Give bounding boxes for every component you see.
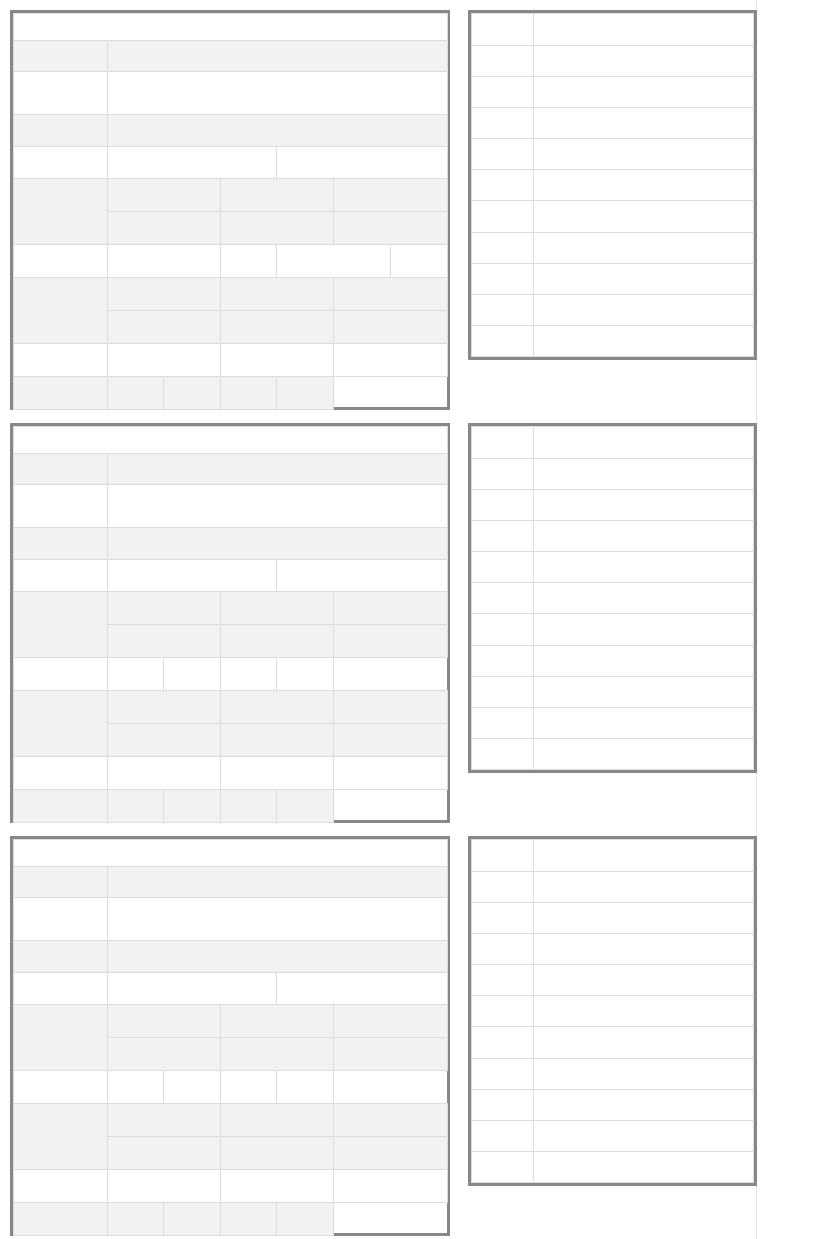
label-giai-tu xyxy=(14,1071,108,1104)
label-giai-nam xyxy=(14,278,108,344)
fifth-prize-value xyxy=(334,278,448,311)
loto-values xyxy=(534,676,754,707)
ky-tu-value xyxy=(108,454,448,485)
third-prize-value xyxy=(334,625,448,658)
fifth-prize-value xyxy=(108,278,221,311)
label-giai-ba xyxy=(14,592,108,658)
fifth-prize-value xyxy=(334,691,448,724)
fifth-prize-value xyxy=(108,1104,221,1137)
seventh-prize-value xyxy=(277,790,334,823)
loto-values xyxy=(534,965,754,996)
loto-head-digit xyxy=(472,1151,534,1182)
loto-head-digit xyxy=(472,903,534,934)
fifth-prize-value xyxy=(108,724,221,757)
label-dac-biet xyxy=(14,72,108,115)
loto-header-dau xyxy=(472,427,534,459)
fifth-prize-value xyxy=(334,1104,448,1137)
loto-values xyxy=(534,170,754,201)
label-ky-tu xyxy=(14,867,108,898)
loto-head-digit xyxy=(472,325,534,356)
loto-table xyxy=(468,10,757,360)
seventh-prize-value xyxy=(108,1203,164,1236)
fifth-prize-value xyxy=(221,1137,334,1170)
fourth-prize-value xyxy=(108,1071,164,1104)
seventh-prize-value xyxy=(277,377,334,410)
loto-head-digit xyxy=(472,996,534,1027)
loto-header-loto xyxy=(534,840,754,872)
third-prize-value xyxy=(334,179,448,212)
label-giai-tu xyxy=(14,245,108,278)
draw-date-header xyxy=(14,427,448,454)
loto-head-digit xyxy=(472,965,534,996)
label-giai-nhat xyxy=(14,528,108,560)
ky-tu-value xyxy=(108,41,448,72)
loto-head-digit xyxy=(472,77,534,108)
fifth-prize-value xyxy=(334,311,448,344)
label-giai-nam xyxy=(14,691,108,757)
sixth-prize-value xyxy=(334,344,448,377)
third-prize-value xyxy=(221,625,334,658)
loto-head-digit xyxy=(472,1089,534,1120)
fourth-prize-value xyxy=(277,658,334,691)
fourth-prize-value xyxy=(221,1071,277,1104)
third-prize-value xyxy=(221,1038,334,1071)
second-prize-value xyxy=(277,560,448,592)
loto-values xyxy=(534,294,754,325)
fourth-prize-value xyxy=(221,245,277,278)
third-prize-value xyxy=(334,592,448,625)
fourth-prize-value xyxy=(108,245,221,278)
day-block xyxy=(0,413,819,826)
label-giai-tu xyxy=(14,658,108,691)
third-prize-value xyxy=(108,212,221,245)
loto-head-digit xyxy=(472,170,534,201)
loto-header-dau xyxy=(472,840,534,872)
loto-values xyxy=(534,614,754,645)
loto-values xyxy=(534,934,754,965)
loto-values xyxy=(534,201,754,232)
fifth-prize-value xyxy=(221,311,334,344)
second-prize-value xyxy=(108,147,277,179)
results-grid xyxy=(13,839,448,1236)
loto-values xyxy=(534,1058,754,1089)
loto-values xyxy=(534,903,754,934)
third-prize-value xyxy=(108,1038,221,1071)
seventh-prize-value xyxy=(164,790,221,823)
fifth-prize-value xyxy=(221,278,334,311)
loto-head-digit xyxy=(472,552,534,583)
seventh-prize-value xyxy=(108,790,164,823)
seventh-prize-value xyxy=(277,1203,334,1236)
label-giai-nhat xyxy=(14,941,108,973)
label-giai-nhi xyxy=(14,973,108,1005)
loto-values xyxy=(534,552,754,583)
fourth-prize-value xyxy=(277,1071,334,1104)
loto-head-digit xyxy=(472,645,534,676)
second-prize-value xyxy=(108,973,277,1005)
loto-head-digit xyxy=(472,872,534,903)
loto-head-digit xyxy=(472,294,534,325)
first-prize-value xyxy=(108,528,448,560)
loto-values xyxy=(534,738,754,769)
fourth-prize-value xyxy=(277,245,391,278)
seventh-prize-value xyxy=(221,1203,277,1236)
results-grid xyxy=(13,13,448,410)
fourth-prize-value xyxy=(164,658,221,691)
day-block xyxy=(0,0,819,413)
seventh-prize-value xyxy=(221,790,277,823)
loto-head-digit xyxy=(472,934,534,965)
fifth-prize-value xyxy=(334,1137,448,1170)
loto-header-dau xyxy=(472,14,534,46)
special-prize-value xyxy=(108,72,448,115)
loto-values xyxy=(534,46,754,77)
fourth-prize-value xyxy=(164,1071,221,1104)
loto-head-digit xyxy=(472,1027,534,1058)
loto-values xyxy=(534,583,754,614)
seventh-prize-value xyxy=(221,377,277,410)
third-prize-value xyxy=(221,592,334,625)
label-dac-biet xyxy=(14,485,108,528)
ky-tu-value xyxy=(108,867,448,898)
loto-header-loto xyxy=(534,427,754,459)
sixth-prize-value xyxy=(334,1170,448,1203)
loto-head-digit xyxy=(472,490,534,521)
label-giai-sau xyxy=(14,1170,108,1203)
loto-table xyxy=(468,423,757,773)
sixth-prize-value xyxy=(108,757,221,790)
loto-values xyxy=(534,232,754,263)
loto-head-digit xyxy=(472,707,534,738)
loto-head-digit xyxy=(472,676,534,707)
loto-values xyxy=(534,645,754,676)
third-prize-value xyxy=(334,1005,448,1038)
loto-head-digit xyxy=(472,738,534,769)
loto-head-digit xyxy=(472,139,534,170)
fifth-prize-value xyxy=(221,691,334,724)
third-prize-value xyxy=(334,1038,448,1071)
label-ky-tu xyxy=(14,41,108,72)
loto-head-digit xyxy=(472,521,534,552)
loto-values xyxy=(534,108,754,139)
loto-grid xyxy=(471,839,754,1183)
loto-values xyxy=(534,707,754,738)
fourth-prize-value xyxy=(108,658,164,691)
sixth-prize-value xyxy=(108,344,221,377)
third-prize-value xyxy=(334,212,448,245)
fifth-prize-value xyxy=(108,311,221,344)
seventh-prize-value xyxy=(164,1203,221,1236)
label-giai-sau xyxy=(14,344,108,377)
fifth-prize-value xyxy=(221,1104,334,1137)
day-block xyxy=(0,826,819,1239)
label-giai-bay xyxy=(14,377,108,410)
label-giai-ba xyxy=(14,1005,108,1071)
label-dac-biet xyxy=(14,898,108,941)
label-ky-tu xyxy=(14,454,108,485)
label-giai-nhi xyxy=(14,560,108,592)
special-prize-value xyxy=(108,485,448,528)
sixth-prize-value xyxy=(221,1170,334,1203)
loto-head-digit xyxy=(472,1058,534,1089)
first-prize-value xyxy=(108,115,448,147)
second-prize-value xyxy=(108,560,277,592)
loto-head-digit xyxy=(472,232,534,263)
loto-values xyxy=(534,1027,754,1058)
loto-values xyxy=(534,139,754,170)
loto-head-digit xyxy=(472,201,534,232)
loto-table xyxy=(468,836,757,1186)
third-prize-value xyxy=(108,625,221,658)
label-giai-bay xyxy=(14,790,108,823)
loto-head-digit xyxy=(472,263,534,294)
fifth-prize-value xyxy=(334,724,448,757)
fifth-prize-value xyxy=(108,1137,221,1170)
fourth-prize-value xyxy=(221,658,277,691)
fifth-prize-value xyxy=(221,724,334,757)
loto-values xyxy=(534,325,754,356)
draw-date-header xyxy=(14,14,448,41)
loto-head-digit xyxy=(472,459,534,490)
special-prize-value xyxy=(108,898,448,941)
loto-head-digit xyxy=(472,1120,534,1151)
loto-head-digit xyxy=(472,614,534,645)
third-prize-value xyxy=(221,1005,334,1038)
third-prize-value xyxy=(221,179,334,212)
loto-grid xyxy=(471,13,754,357)
loto-values xyxy=(534,77,754,108)
fourth-prize-value xyxy=(391,245,448,278)
loto-values xyxy=(534,1120,754,1151)
results-table xyxy=(10,423,450,823)
loto-values xyxy=(534,872,754,903)
sixth-prize-value xyxy=(108,1170,221,1203)
label-giai-nam xyxy=(14,1104,108,1170)
loto-header-loto xyxy=(534,14,754,46)
fifth-prize-value xyxy=(108,691,221,724)
loto-head-digit xyxy=(472,46,534,77)
label-giai-nhat xyxy=(14,115,108,147)
third-prize-value xyxy=(108,1005,221,1038)
sixth-prize-value xyxy=(221,344,334,377)
sixth-prize-value xyxy=(334,757,448,790)
third-prize-value xyxy=(108,592,221,625)
first-prize-value xyxy=(108,941,448,973)
results-grid xyxy=(13,426,448,823)
label-giai-ba xyxy=(14,179,108,245)
label-giai-sau xyxy=(14,757,108,790)
loto-values xyxy=(534,490,754,521)
results-table xyxy=(10,10,450,410)
results-table xyxy=(10,836,450,1236)
loto-head-digit xyxy=(472,583,534,614)
label-giai-bay xyxy=(14,1203,108,1236)
third-prize-value xyxy=(221,212,334,245)
loto-values xyxy=(534,521,754,552)
loto-values xyxy=(534,1151,754,1182)
sixth-prize-value xyxy=(221,757,334,790)
label-giai-nhi xyxy=(14,147,108,179)
second-prize-value xyxy=(277,147,448,179)
loto-head-digit xyxy=(472,108,534,139)
loto-values xyxy=(534,263,754,294)
seventh-prize-value xyxy=(164,377,221,410)
seventh-prize-value xyxy=(108,377,164,410)
third-prize-value xyxy=(108,179,221,212)
second-prize-value xyxy=(277,973,448,1005)
loto-values xyxy=(534,459,754,490)
draw-date-header xyxy=(14,840,448,867)
loto-values xyxy=(534,1089,754,1120)
loto-grid xyxy=(471,426,754,770)
loto-values xyxy=(534,996,754,1027)
